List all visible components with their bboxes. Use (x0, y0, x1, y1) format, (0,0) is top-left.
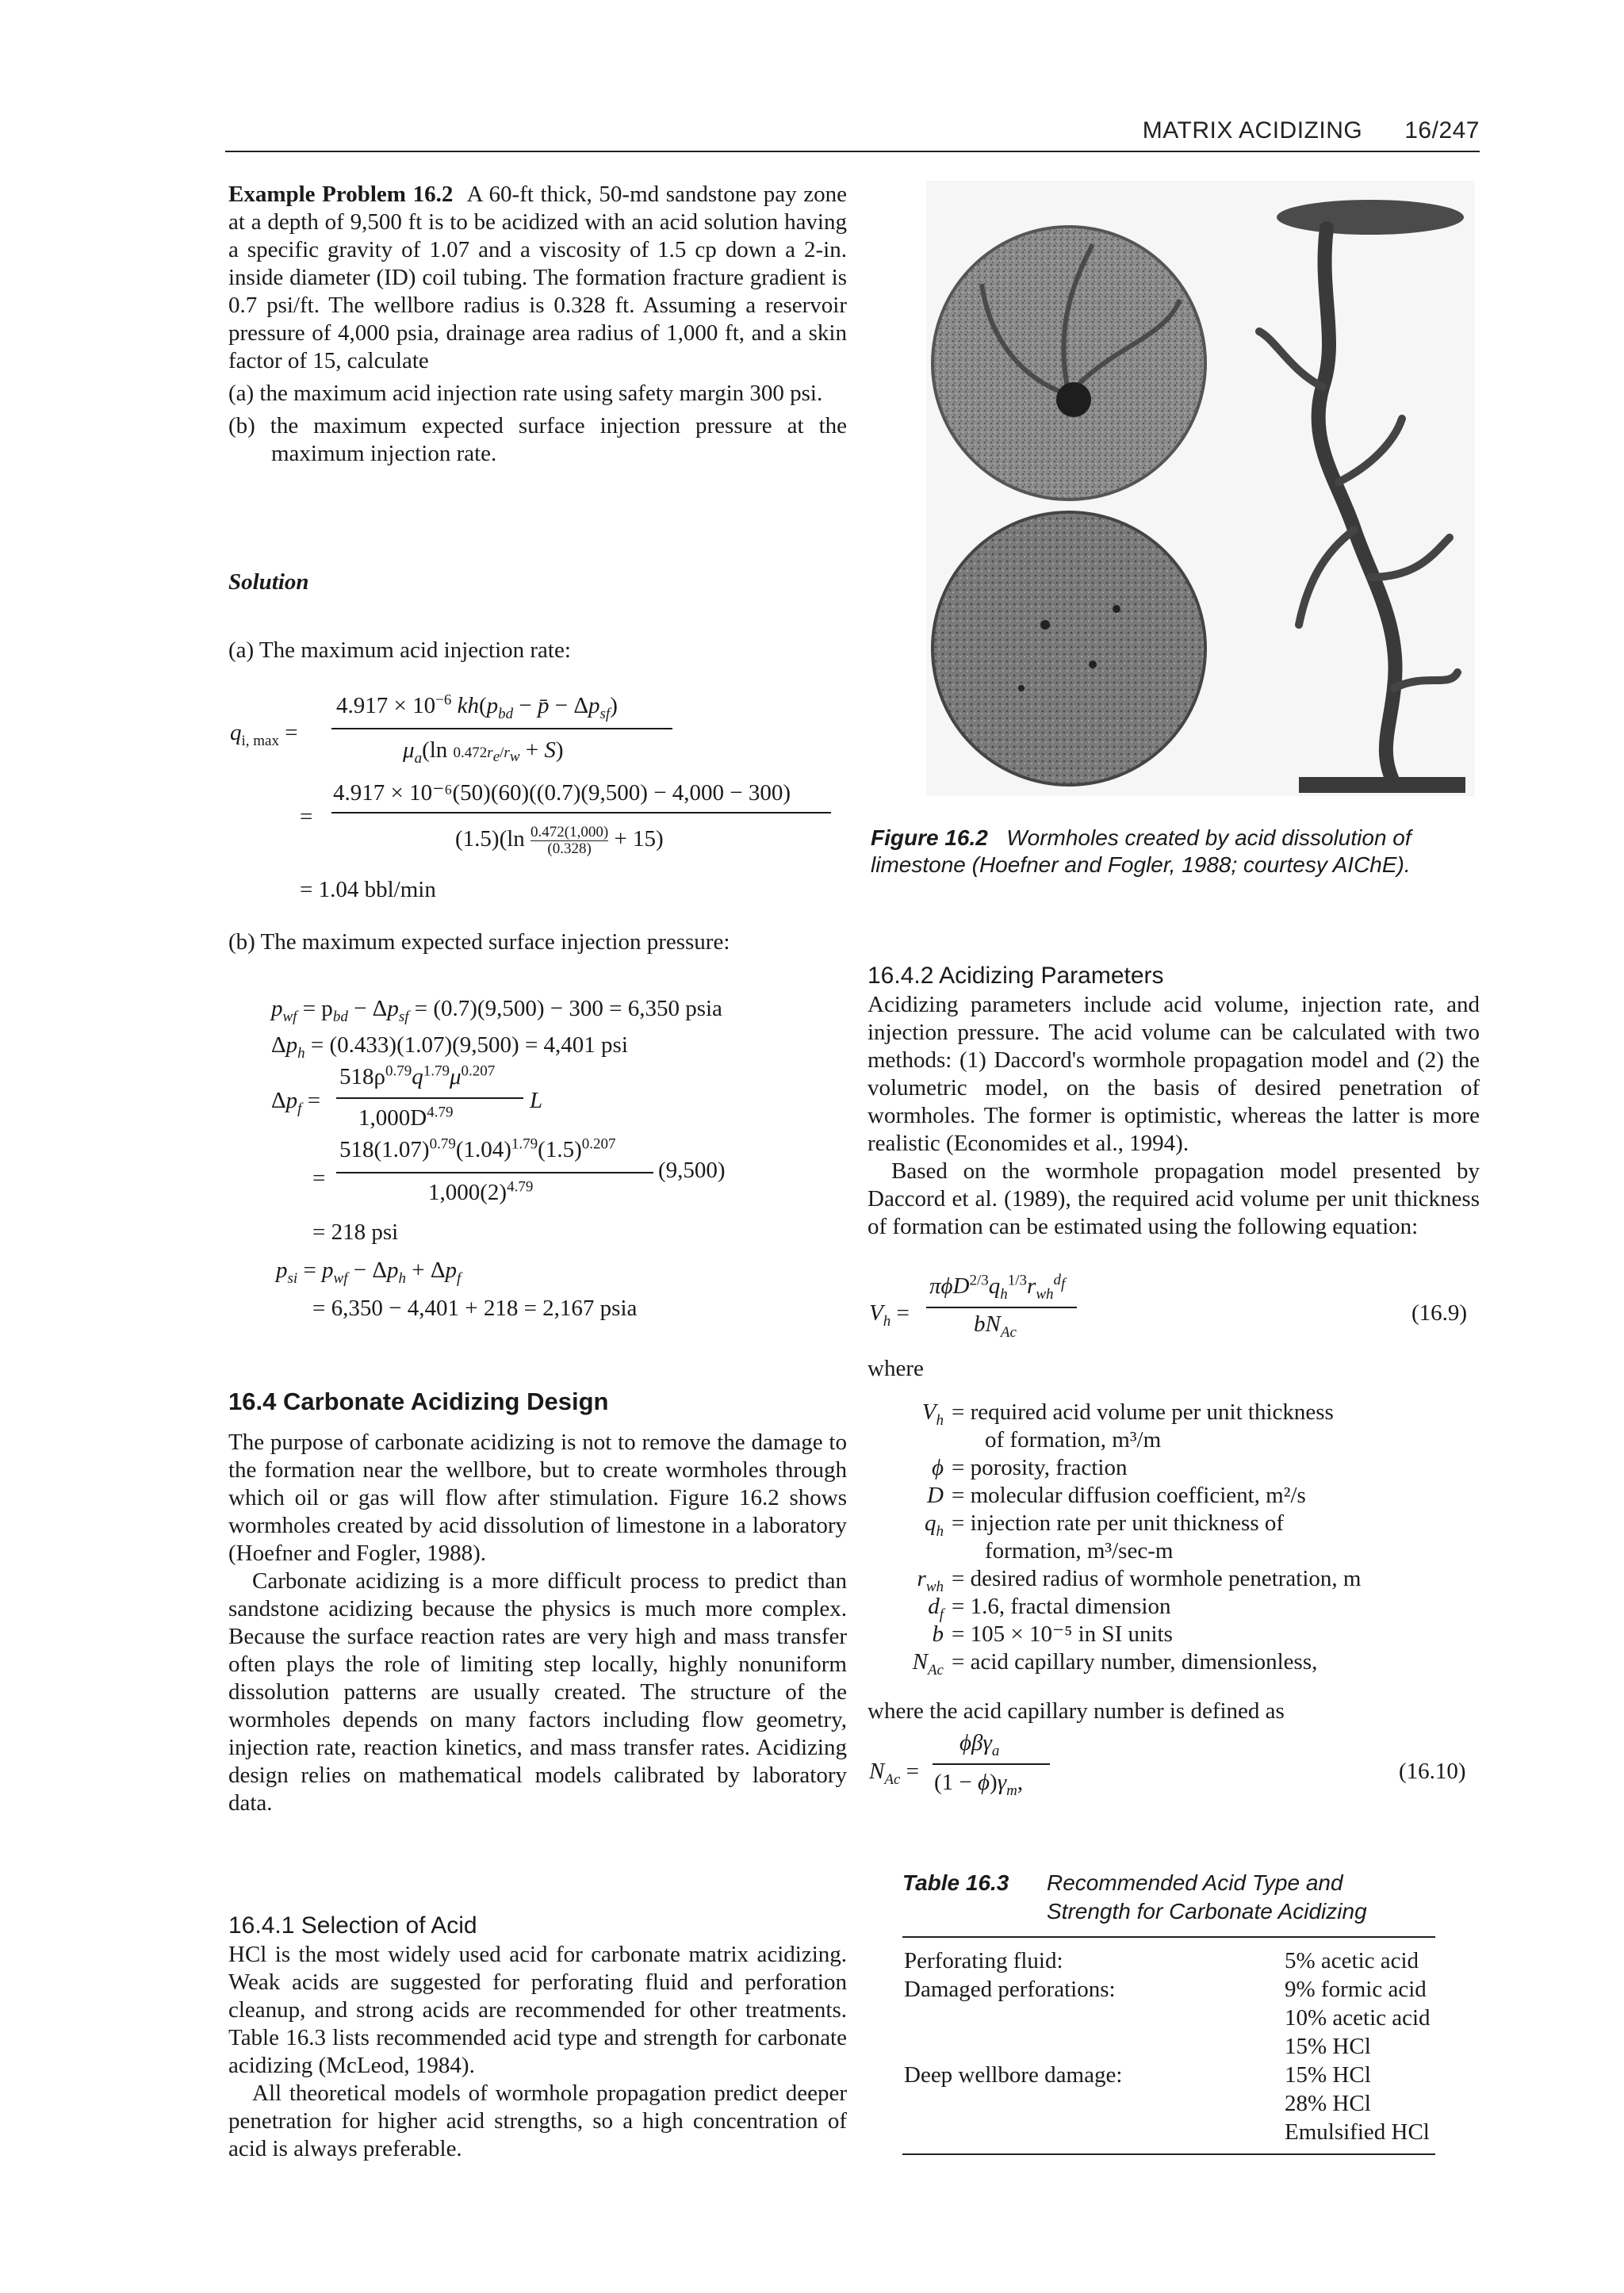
eq2-fraction-bar (331, 812, 831, 813)
section-16-4-p2: Carbonate acidizing is a more difficult process to predict than sandstone acidizing because the physics is much more complex. Because the surface reaction rates are very high and mass transfer often plays the role of limiting step locally, highly nonuniform dissolution patterns are usually created. The structure of the wormholes depends on many factors including flow geometry, injection rate, reaction kinetics, and mass transfer rates. Acidizing design relies on mathematical models calibrated by laboratory data. (228, 1568, 847, 1816)
eq-dpf-L: L (530, 1088, 543, 1113)
table-cell-acid: Emulsified HCl (1285, 2119, 1430, 2145)
example-label: Example Problem 16.2 (228, 182, 454, 207)
eq-dpf-bar (336, 1097, 523, 1099)
running-header (225, 117, 1480, 152)
eq-psi-result: = 6,350 − 4,401 + 218 = 2,167 psia (312, 1296, 638, 1321)
eq-psi: $p_{si} = p_{wf} - \Delta p_h + \Delta p_f$ (276, 1258, 462, 1287)
table-cell-fluid: Perforating fluid: (904, 1948, 1063, 1973)
definition-continuation: of formation, m³/m (985, 1427, 1162, 1453)
eq169-num: $\pi\phi D^{2/3}q_h^{1/3}r_{wh}^{d_f}$ (929, 1272, 1066, 1303)
figure-caption (871, 825, 1480, 879)
table-title-line2: Strength for Carbonate Acidizing (1047, 1899, 1367, 1924)
definition-text: = acid capillary number, dimensionless, (952, 1649, 1318, 1675)
eq-dpf-den: $1,000D^{4.79}$ (358, 1104, 454, 1131)
figure-label: Figure 16.2 (871, 825, 988, 850)
part-a-label: (a) The maximum acid injection rate: (228, 637, 571, 663)
figure-wormholes-photo (926, 181, 1475, 796)
table-cell-fluid: Damaged perforations: (904, 1977, 1116, 2002)
section-16-4-1-body (228, 1941, 847, 2163)
running-header-text (1143, 117, 1480, 144)
definition-text: = 1.6, fractal dimension (952, 1594, 1171, 1619)
definition-text: = desired radius of wormhole penetration, m (952, 1566, 1362, 1591)
section-16-4-p1: The purpose of carbonate acidizing is not to remove the damage to the formation near the wellbore, but to create wormholes through which oil or gas will flow after stimulation. Figure 16.2 shows wormholes created by acid dissolution of limestone in a laboratory (Hoefner and Fogler, 1988). (228, 1430, 847, 1566)
eq-dpf2-den: $1,000(2)^{4.79}$ (428, 1178, 534, 1205)
eq1610-bar (933, 1763, 1050, 1765)
section-16-4-body (228, 1429, 847, 1817)
section-16-4-2-p2: Based on the wormhole propagation model presented by Daccord et al. (1989), the required acid volume per unit thickness of formation can be estimated using the following equation: (868, 1158, 1480, 1239)
definition-symbol: $d_f$ (928, 1594, 944, 1623)
eq1610-lhs: $N_{Ac}$ = (869, 1759, 919, 1788)
table-cell-acid: 5% acetic acid (1285, 1948, 1419, 1973)
definition-text: = 105 × 10⁻⁵ in SI units (952, 1621, 1173, 1647)
running-title: MATRIX ACIDIZING (1142, 117, 1363, 144)
table-cell-acid: 28% HCl (1285, 2091, 1371, 2116)
solution-label: Solution (228, 569, 309, 595)
definition-continuation: formation, m³/sec-m (985, 1538, 1174, 1564)
definition-text: = injection rate per unit thickness of (952, 1510, 1285, 1536)
definition-symbol: $V_h$ (921, 1399, 944, 1429)
table-cell-acid: 10% acetic acid (1285, 2005, 1431, 2031)
eq-dpf2-num: $518(1.07)^{0.79}(1.04)^{1.79}(1.5)^{0.207}$ (339, 1135, 616, 1162)
eq1610-number: (16.10) (1399, 1759, 1466, 1784)
eq-pwf: $p_{wf} = p_{bd} - \Delta p_{sf} = (0.7)(9,500) - 300 = 6,350$ psia (271, 996, 722, 1025)
eq-dpf-num: $518\rho^{0.79}q^{1.79}\mu^{0.207}$ (339, 1062, 496, 1089)
definition-symbol: $r_{wh}$ (917, 1566, 944, 1595)
eq1610-den: $(1 - \phi)\gamma_m$, (934, 1770, 1024, 1799)
eq-dph: $\Delta p_h = (0.433)(1.07)(9,500) = 4,401$ psi (271, 1032, 628, 1062)
definition-symbol: D (927, 1483, 944, 1508)
section-16-4-2-heading: 16.4.2 Acidizing Parameters (868, 963, 1164, 989)
part-b-label: (b) The maximum expected surface injection pressure: (228, 929, 730, 955)
wormhole-photo-illustration (926, 181, 1475, 796)
eq169-number: (16.9) (1411, 1300, 1468, 1326)
eq2-denominator: (1.5)(ln $\frac{0.472(1,000)}{(0.328)}$ + 15) (455, 824, 664, 857)
where-label: where (868, 1356, 924, 1381)
example-intro: A 60-ft thick, 50-md sandstone pay zone at a depth of 9,500 ft is to be acidized with an acid solution having a specific gravity of 1.07 and a viscosity of 1.5 cp down a 2-in. inside diameter (ID) coil tubing. The formation fracture gradient is 0.7 psi/ft. The wellbore radius is 0.328 ft. Assuming a reservoir pressure of 4,000 psia, drainage area radius of 1,000 ft, and a skin factor of 15, calculate (228, 182, 847, 373)
table-caption (902, 1870, 1489, 1924)
page-number: 16/247 (1404, 117, 1480, 144)
definition-symbol: ϕ (931, 1455, 944, 1480)
section-16-4-1-p2: All theoretical models of wormhole propagation predict deeper penetration for higher acid strengths, so a high concentration of acid is always preferable. (228, 2081, 847, 2161)
eq-dpf-result: = 218 psi (312, 1219, 399, 1245)
eq-dpf2-equals: = (312, 1166, 326, 1191)
example-item-a: (a) the maximum acid injection rate using safety margin 300 psi. (228, 381, 823, 406)
definition-text: = molecular diffusion coefficient, m²/s (952, 1483, 1306, 1508)
eq-dpf2-tail: (9,500) (658, 1158, 726, 1183)
definition-text: = required acid volume per unit thickness (952, 1399, 1334, 1425)
example-problem (228, 181, 847, 468)
eq3-result: = 1.04 bbl/min (300, 877, 436, 902)
eq2-numerator: 4.917 × 10⁻⁶(50)(60)((0.7)(9,500) − 4,000 − 300) (333, 780, 791, 806)
eq169-bar (926, 1307, 1077, 1308)
figure-caption-text: Wormholes created by acid dissolution of limestone (Hoefner and Fogler, 1988; courtesy AIChE). (871, 825, 1411, 877)
section-16-4-2-p1: Acidizing parameters include acid volume, injection rate, and injection pressure. The acid volume can be calculated with two methods: (1) Daccord's wormhole propagation model and (2) the volumetric model, on the basis of desired penetration of wormholes. The former is optimistic, whereas the latter is more realistic (Economides et al., 1994). (868, 992, 1480, 1156)
eq169-den: $bN_{Ac}$ (974, 1311, 1017, 1341)
definition-symbol: $q_h$ (925, 1510, 944, 1540)
section-16-4-1-p1: HCl is the most widely used acid for carbonate matrix acidizing. Weak acids are suggested for perforating fluid and perforation cleanup, and strong acids are recommended for other treatments. Table 16.3 lists recommended acid type and strength for carbonate acidizing (McLeod, 1984). (228, 1942, 847, 2078)
definition-symbol: $N_{Ac}$ (912, 1649, 944, 1679)
table-cell-fluid: Deep wellbore damage: (904, 2062, 1123, 2088)
definition-symbol: b (932, 1621, 944, 1647)
table-title-line1: Recommended Acid Type and (1047, 1870, 1343, 1895)
eq1-fraction-bar (331, 728, 672, 729)
capillary-intro: where the acid capillary number is defined as (868, 1698, 1285, 1724)
table-cell-acid: 15% HCl (1285, 2062, 1371, 2088)
eq1610-num: ϕβγ$_a$ (959, 1730, 1000, 1759)
table-label: Table 16.3 (902, 1870, 1009, 1895)
eq2-equals: = (300, 804, 313, 829)
definition-text: = porosity, fraction (952, 1455, 1128, 1480)
table-cell-acid: 15% HCl (1285, 2034, 1371, 2059)
section-16-4-heading: 16.4 Carbonate Acidizing Design (228, 1388, 609, 1415)
eq1-numerator: $4.917 \times 10^{-6}$ $kh(p_{bd}$ − p̄ − $\Delta p_{sf}$) (336, 691, 618, 722)
eq1-denominator: $\mu_a(\ln$ $0.472r_e/r_w + S$) (403, 737, 564, 767)
table-top-rule (902, 1936, 1435, 1938)
section-16-4-2-body (868, 991, 1480, 1241)
table-bottom-rule (902, 2153, 1435, 2155)
eq-dpf2-bar (336, 1172, 653, 1173)
eq169-lhs: $V_h$ = (869, 1300, 910, 1330)
table-cell-acid: 9% formic acid (1285, 1977, 1427, 2002)
section-16-4-1-heading: 16.4.1 Selection of Acid (228, 1912, 477, 1939)
eq-dpf-lhs: $\Delta p_f$ = (271, 1088, 321, 1117)
example-item-b: (b) the maximum expected surface injection pressure at the maximum injection rate. (228, 413, 847, 466)
eq-q-lhs: $q_{i, max}$ = (230, 720, 298, 749)
